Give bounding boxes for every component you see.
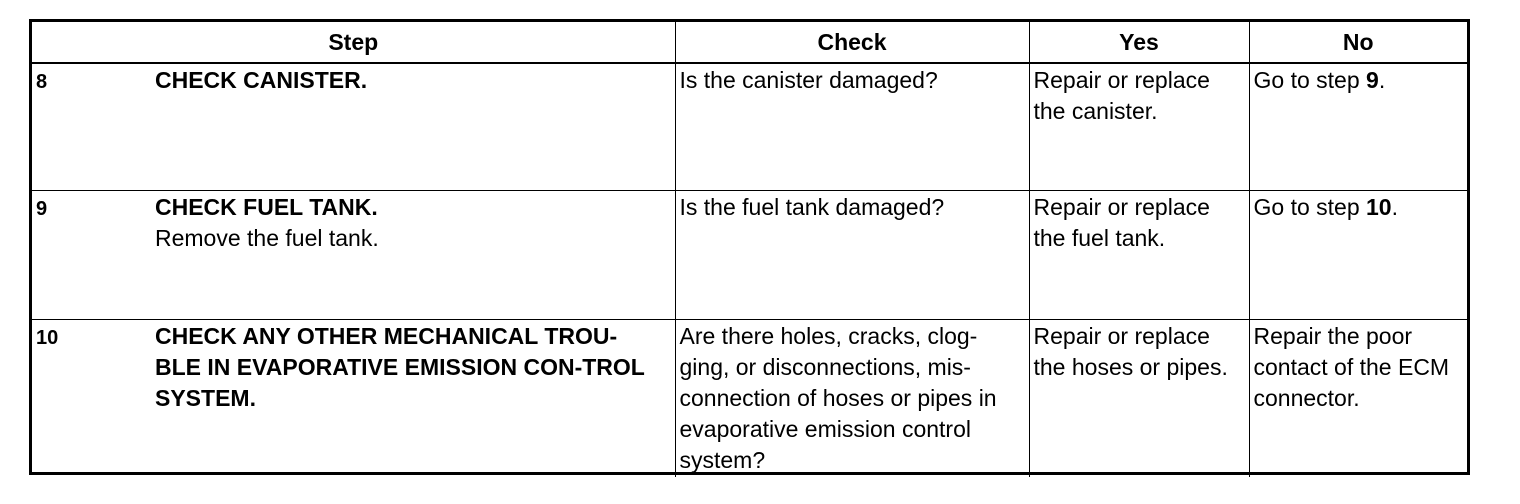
check-text: Are there holes, cracks, clog-ging, or disconnections, mis-connection of hoses or pipes in evaporative emission control system? [679, 323, 997, 473]
check-text: Is the canister damaged? [679, 67, 938, 93]
no-text: Go to step [1253, 67, 1367, 93]
header-check: Check [675, 22, 1029, 63]
header-step: Step [32, 22, 675, 63]
check-cell [675, 320, 1029, 478]
step-cell [32, 63, 675, 191]
no-cell [1249, 320, 1467, 478]
yes-cell [1029, 191, 1249, 320]
step-cell [32, 320, 675, 478]
step-number: 9 [36, 198, 48, 220]
no-text-suffix: . [1391, 194, 1398, 220]
diagnostic-table [32, 22, 1467, 477]
table-row [32, 63, 1467, 191]
header-no: No [1249, 22, 1467, 63]
table-row [32, 191, 1467, 320]
step-title: CHECK CANISTER. [155, 67, 368, 93]
table-header-row [32, 22, 1467, 63]
yes-cell [1029, 63, 1249, 191]
no-text-suffix: . [1378, 67, 1386, 93]
diagnostic-table-frame [29, 19, 1470, 475]
table-row [32, 320, 1467, 478]
yes-text: Repair or replace the fuel tank. [1033, 194, 1210, 251]
yes-text: Repair or replace the canister. [1033, 67, 1210, 124]
check-cell [675, 191, 1029, 320]
check-text: Is the fuel tank damaged? [679, 194, 945, 220]
step-title: CHECK ANY OTHER MECHANICAL TROU-BLE IN EVAPORATIVE EMISSION CON-TROL SYSTEM. [155, 323, 645, 411]
yes-text: Repair or replace the hoses or pipes. [1033, 323, 1228, 380]
step-description: Remove the fuel tank. [155, 225, 379, 251]
no-step-ref: 9 [1366, 67, 1379, 93]
no-cell [1249, 63, 1467, 191]
no-cell [1249, 191, 1467, 320]
step-number: 8 [36, 71, 48, 93]
no-text: Go to step [1253, 194, 1367, 220]
header-yes: Yes [1029, 22, 1249, 63]
check-cell [675, 63, 1029, 191]
yes-cell [1029, 320, 1249, 478]
step-number: 10 [36, 327, 59, 349]
step-title: CHECK FUEL TANK. [155, 194, 378, 220]
no-step-ref: 10 [1366, 194, 1392, 220]
step-cell [32, 191, 675, 320]
no-text: Repair the poor contact of the ECM connector. [1253, 323, 1450, 411]
